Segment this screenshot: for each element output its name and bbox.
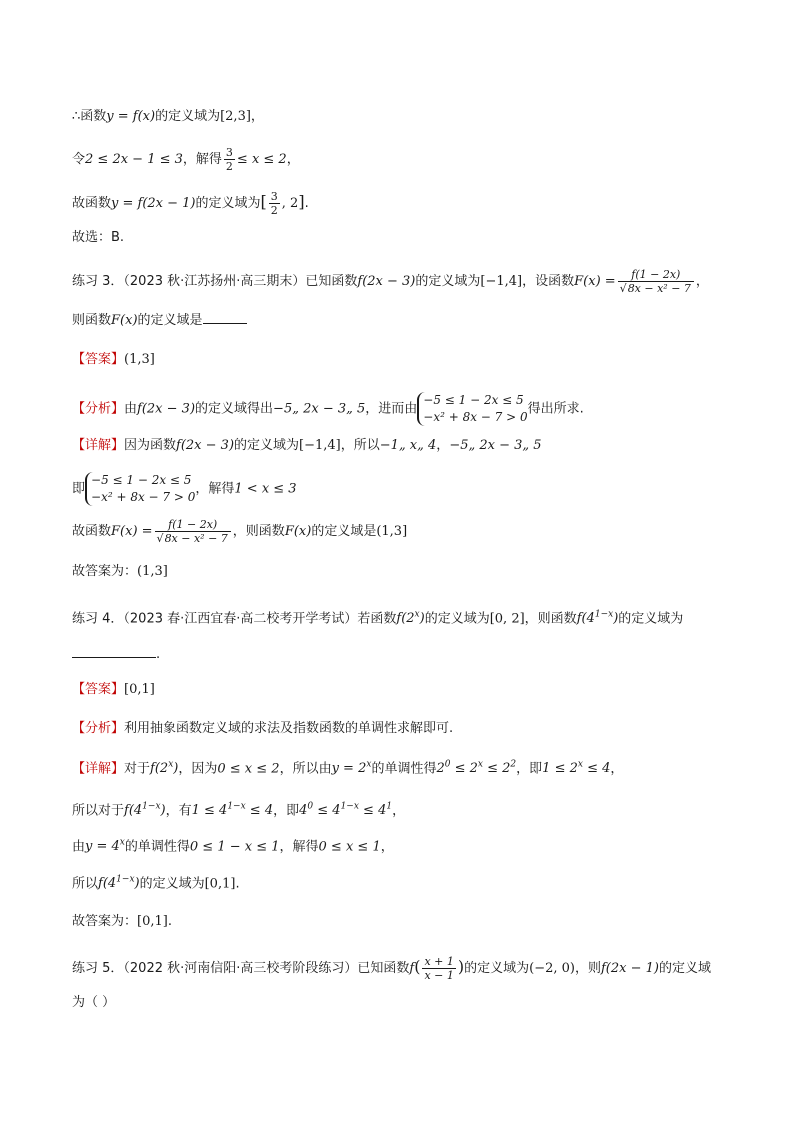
- exercise-3-line2: 则函数F(x)的定义域是: [72, 310, 743, 331]
- fraction: $\frac{3}{2}$: [225, 146, 233, 173]
- text: 故函数: [72, 196, 112, 211]
- exercise-4-blank-line: .: [72, 644, 743, 665]
- text-line: [72, 228, 743, 248]
- answer-label: 【答案】: [72, 352, 125, 367]
- text: ，: [250, 109, 264, 124]
- exercise-3-detail-3: 故函数F(x) = $\frac{f(1 - 2x)}{\text{√8x − x² − 7}}$ ，则函数F(x)的定义域是(1,3]: [72, 518, 408, 545]
- text-line: 故函数y = f(2x − 1)的定义域为[ $\frac{3}{2}$ , 2].: [72, 190, 309, 217]
- math: ≤ x ≤ 2: [236, 152, 287, 167]
- exercise-3-conclusion: 故答案为：(1,3]: [72, 564, 168, 579]
- fraction: $\frac{x + 1}{x - 1}$: [424, 955, 454, 982]
- exercise-3-analysis: 【分析】由f(2x − 3)的定义域得出−5„ 2x − 3„ 5，进而由 −5 ≤ 1 − 2x ≤ 5 −x² + 8x − 7 > 0 得出所求.: [72, 393, 584, 424]
- exercise-4-detail: 【详解】对于f(2$^x$)，因为0 ≤ x ≤ 2，所以由$y = 2^x$的单调性得$2^0 \le 2^x \le 2^2$，即$1 \le 2^x \le 4$，: [72, 760, 624, 777]
- exercise-4-detail-2: 所以对于$f(4^{1-x})$，有$1 \le 4^{1-x} \le 4$，即$4^0 \le 4^{1-x} \le 4^1$，: [72, 802, 406, 819]
- exercise-4-analysis: 【分析】利用抽象函数定义域的求法及指数函数的单调性求解即可.: [72, 721, 454, 736]
- exercise-4-title: 练习 4．（2023 春·江西宜春·高二校考开学考试）若函数f(2$^x$)的定义域为[0, 2]，则函数$f(4^{1-x})$的定义域为: [72, 610, 684, 627]
- exercise-3-title: 练习 3．（2023 秋·江苏扬州·高三期末）已知函数f(2x − 3)的定义域为[−1,4]，设函数F(x) = $\frac{f(1 - 2x)}{\text{√8x − x² − 7}}$ ，: [72, 268, 709, 295]
- exercise-5-title: 练习 5．（2022 秋·河南信阳·高三校考阶段练习）已知函数f( $\frac{x + 1}{x - 1}$ )的定义域为(−2, 0)，则f(2x − 1)的定义域: [72, 955, 712, 982]
- math: [2,3]: [220, 109, 251, 124]
- answer-label: 【答案】: [72, 682, 125, 697]
- text: ，解得: [182, 152, 222, 167]
- exercise-4-detail-3: 由$y = 4^x$的单调性得0 ≤ 1 − x ≤ 1，解得0 ≤ x ≤ 1，: [72, 838, 394, 855]
- detail-label: 【详解】: [72, 438, 125, 453]
- fraction: $\frac{f(1 - 2x)}{\text{√8x − x² − 7}}$: [618, 268, 694, 295]
- text-line: [72, 146, 743, 173]
- exercise-3-answer: 【答案】(1,3]: [72, 352, 155, 367]
- analysis-label: 【分析】: [72, 721, 125, 736]
- exercise-5-line2: 为（ ）: [72, 995, 116, 1010]
- text: 令: [72, 152, 86, 167]
- text: .: [304, 196, 309, 211]
- text: 的定义域为: [155, 109, 221, 124]
- detail-label: 【详解】: [72, 761, 125, 777]
- analysis-label: 【分析】: [72, 401, 125, 417]
- answer-blank: [203, 310, 247, 324]
- exercise-4-detail-4: 所以$f(4^{1-x})$的定义域为[0,1].: [72, 875, 240, 892]
- text: ∴函数: [72, 109, 107, 124]
- math: y = f(2x − 1): [111, 196, 196, 211]
- text: 的定义域为: [195, 196, 261, 211]
- exercise-3-detail: 【详解】因为函数f(2x − 3)的定义域为[−1,4]，所以−1„ x„ 4，−5„ 2x − 3„ 5: [72, 438, 542, 453]
- text-line: [72, 107, 743, 127]
- exercise-3-detail-2: 即 −5 ≤ 1 − 2x ≤ 5 −x² + 8x − 7 > 0 ，解得1 < x ≤ 3: [72, 473, 297, 504]
- math: 2 ≤ 2x − 1 ≤ 3: [85, 152, 183, 167]
- text: 故选：B.: [72, 230, 125, 245]
- math: y = f(x): [106, 109, 156, 124]
- fraction: $\frac{3}{2}$: [270, 190, 278, 217]
- math: , 2: [281, 196, 299, 211]
- equation-system: −5 ≤ 1 − 2x ≤ 5 −x² + 8x − 7 > 0: [85, 472, 195, 506]
- equation-system: −5 ≤ 1 − 2x ≤ 5 −x² + 8x − 7 > 0: [417, 392, 527, 426]
- exercise-4-answer: 【答案】[0,1]: [72, 682, 155, 697]
- text: ，: [286, 152, 300, 167]
- exercise-4-conclusion: 故答案为：[0,1].: [72, 914, 172, 929]
- fraction: $\frac{f(1 - 2x)}{\text{√8x − x² − 7}}$: [155, 518, 231, 545]
- answer-blank: [72, 644, 156, 658]
